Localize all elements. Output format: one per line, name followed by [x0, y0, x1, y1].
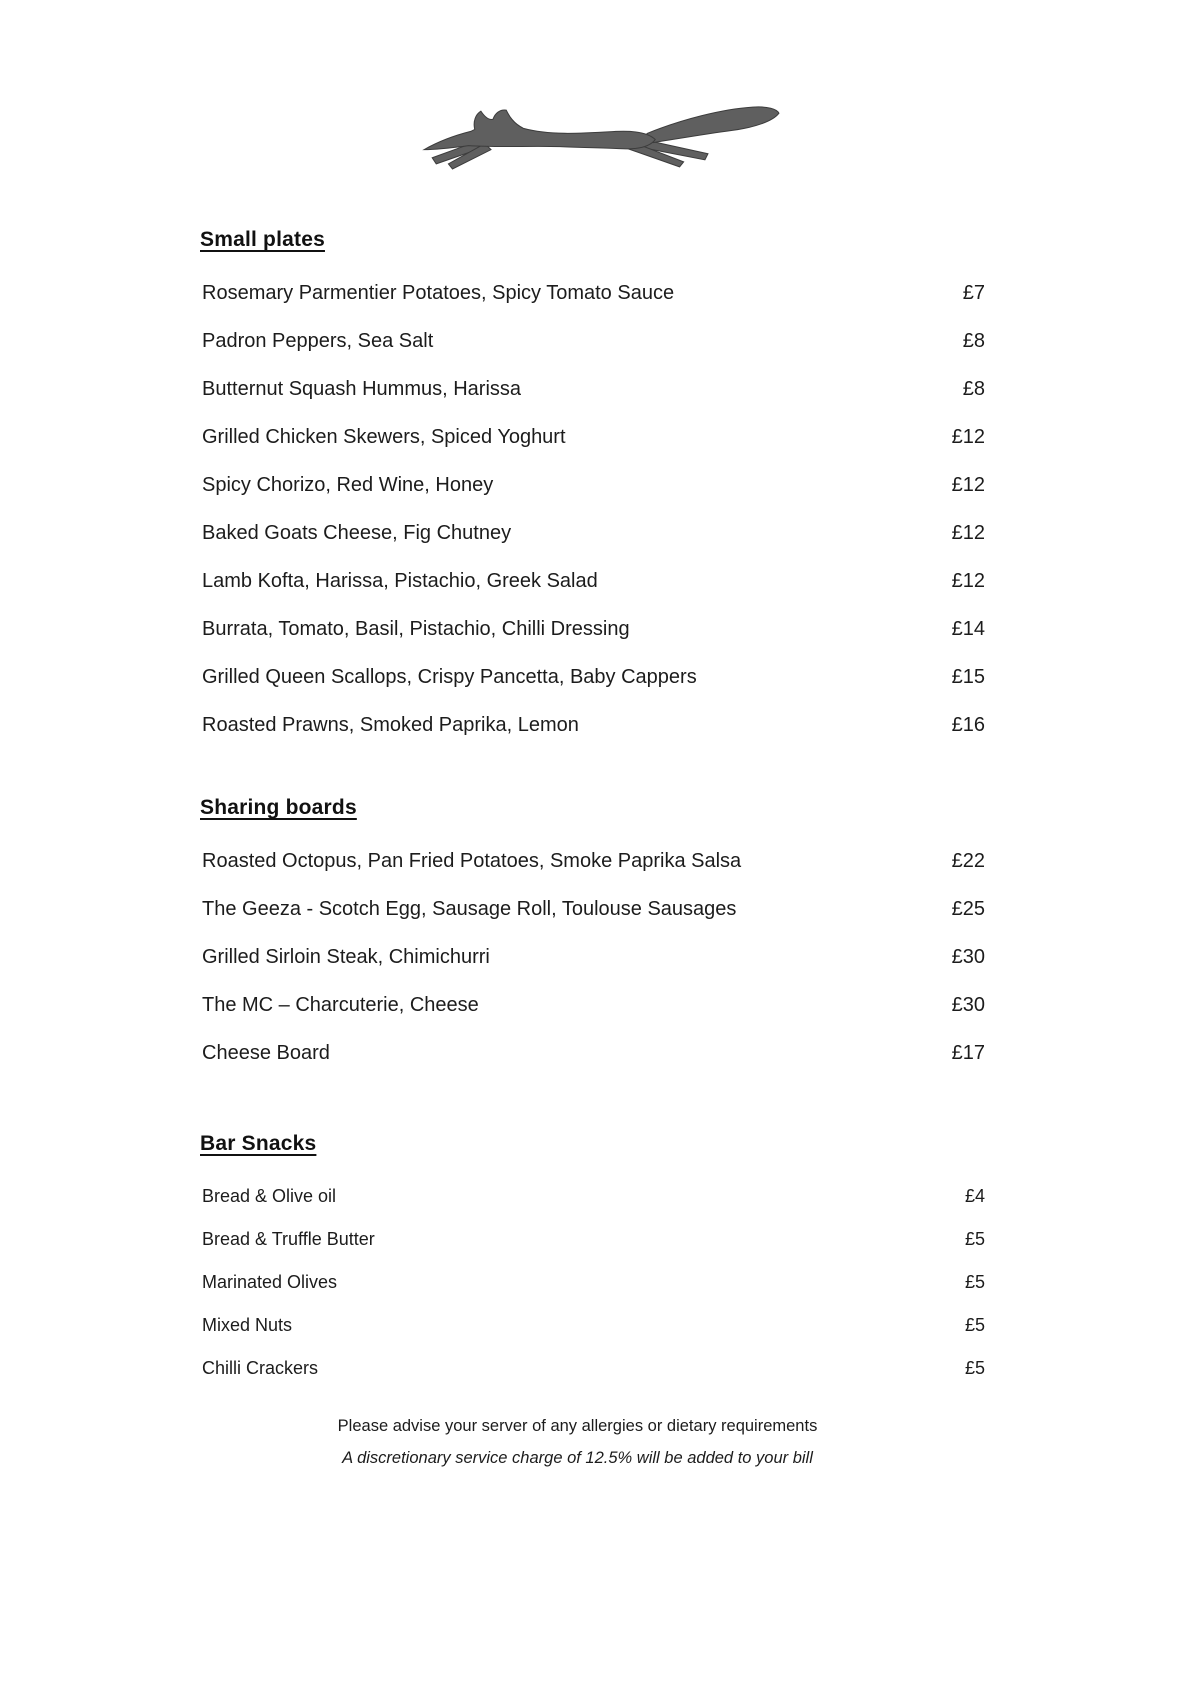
- menu-item-row: [200, 946, 985, 968]
- menu-item-name: Burrata, Tomato, Basil, Pistachio, Chilli Dressing: [202, 618, 630, 640]
- section-small-plates: [200, 228, 985, 736]
- menu-item-price: £30: [951, 946, 985, 968]
- menu-item-price: £5: [964, 1229, 985, 1249]
- menu-item-row: [200, 474, 985, 496]
- menu-item-price: £5: [964, 1272, 985, 1292]
- section-title-bar-snacks: Bar Snacks: [200, 1132, 317, 1155]
- menu-item-row: [200, 1229, 985, 1249]
- menu-item-price: £30: [951, 994, 985, 1016]
- menu-item-row: [200, 1042, 985, 1064]
- menu-item-row: [200, 714, 985, 736]
- menu-content: [0, 228, 1200, 1468]
- service-charge-note: A discretionary service charge of 12.5% will be added to your bill: [342, 1449, 813, 1467]
- menu-item-row: [200, 994, 985, 1016]
- menu-item-row: [200, 522, 985, 544]
- menu-item-price: £16: [951, 714, 985, 736]
- menu-item-row: [200, 618, 985, 640]
- menu-item-row: [200, 1358, 985, 1378]
- menu-item-name: Bread & Olive oil: [202, 1186, 337, 1206]
- menu-item-name: Baked Goats Cheese, Fig Chutney: [202, 522, 512, 544]
- menu-item-name: Chilli Crackers: [202, 1358, 319, 1378]
- menu-item-price: £14: [951, 618, 985, 640]
- menu-item-name: Bread & Truffle Butter: [202, 1229, 375, 1249]
- menu-item-row: [200, 850, 985, 872]
- menu-item-row: [200, 666, 985, 688]
- menu-item-row: [200, 378, 985, 400]
- menu-item-price: £5: [964, 1315, 985, 1335]
- menu-item-name: Roasted Prawns, Smoked Paprika, Lemon: [202, 714, 579, 736]
- menu-item-price: £12: [951, 522, 985, 544]
- menu-item-price: £4: [964, 1186, 985, 1206]
- menu-item-name: The Geeza - Scotch Egg, Sausage Roll, Toulouse Sausages: [202, 898, 737, 920]
- menu-item-row: [200, 1186, 985, 1206]
- menu-item-price: £15: [951, 666, 985, 688]
- menu-item-name: Spicy Chorizo, Red Wine, Honey: [202, 474, 494, 496]
- footer-notes: [200, 1416, 985, 1468]
- menu-item-price: £8: [962, 378, 985, 400]
- menu-item-row: [200, 1315, 985, 1335]
- menu-item-price: £8: [962, 330, 985, 352]
- menu-item-name: Rosemary Parmentier Potatoes, Spicy Tomato Sauce: [202, 282, 675, 304]
- menu-item-row: [200, 1272, 985, 1292]
- section-bar-snacks: [200, 1132, 985, 1378]
- logo-container: [0, 0, 1200, 186]
- menu-item-name: Grilled Queen Scallops, Crispy Pancetta, Baby Cappers: [202, 666, 697, 688]
- menu-item-name: Roasted Octopus, Pan Fried Potatoes, Smoke Paprika Salsa: [202, 850, 742, 872]
- menu-item-name: Grilled Chicken Skewers, Spiced Yoghurt: [202, 426, 566, 448]
- menu-item-name: Cheese Board: [202, 1042, 330, 1064]
- menu-item-price: £22: [951, 850, 985, 872]
- menu-item-name: Mixed Nuts: [202, 1315, 293, 1335]
- menu-item-price: £17: [951, 1042, 985, 1064]
- allergies-note: Please advise your server of any allergies or dietary requirements: [337, 1417, 818, 1435]
- section-title-small-plates: Small plates: [200, 228, 325, 251]
- section-sharing-boards: [200, 796, 985, 1064]
- menu-item-price: £25: [951, 898, 985, 920]
- menu-item-name: The MC – Charcuterie, Cheese: [202, 994, 479, 1016]
- menu-item-name: Butternut Squash Hummus, Harissa: [202, 378, 522, 400]
- menu-item-price: £12: [951, 426, 985, 448]
- menu-item-row: [200, 570, 985, 592]
- menu-item-price: £7: [962, 282, 985, 304]
- menu-item-price: £12: [951, 570, 985, 592]
- menu-item-name: Padron Peppers, Sea Salt: [202, 330, 434, 352]
- menu-item-name: Lamb Kofta, Harissa, Pistachio, Greek Salad: [202, 570, 598, 592]
- menu-item-row: [200, 426, 985, 448]
- menu-item-row: [200, 898, 985, 920]
- menu-item-row: [200, 282, 985, 304]
- menu-item-name: Marinated Olives: [202, 1272, 338, 1292]
- fox-logo-icon: [418, 88, 783, 186]
- menu-item-price: £12: [951, 474, 985, 496]
- section-title-sharing-boards: Sharing boards: [200, 796, 357, 819]
- menu-item-row: [200, 330, 985, 352]
- menu-item-price: £5: [964, 1358, 985, 1378]
- menu-item-name: Grilled Sirloin Steak, Chimichurri: [202, 946, 490, 968]
